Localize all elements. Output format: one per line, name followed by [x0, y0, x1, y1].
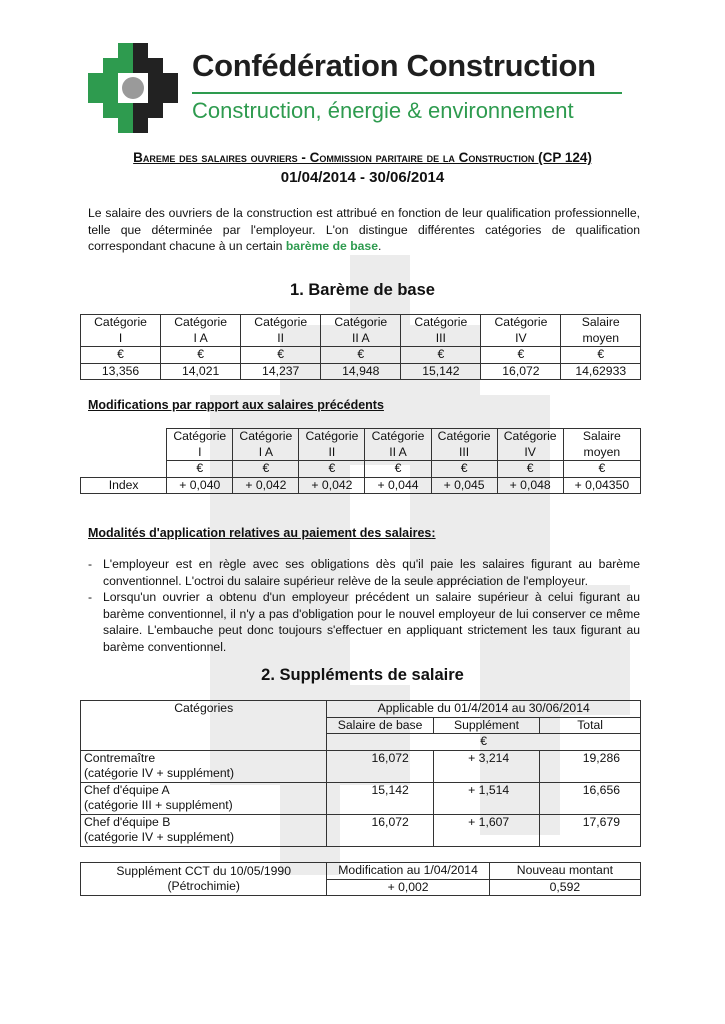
unit-cell: €	[299, 461, 365, 478]
value-cell: + 0,044	[365, 477, 431, 494]
header-cell: Salaire moyen	[561, 315, 641, 347]
unit-cell: €	[321, 347, 401, 364]
base-cell: 16,072	[327, 750, 433, 782]
value-cell: 14,62933	[561, 363, 641, 380]
supplement-header: Supplément	[433, 717, 539, 734]
header-cell: Catégorie II A	[365, 429, 431, 461]
modifications-table	[80, 428, 641, 494]
header-cell: Catégorie I A	[161, 315, 241, 347]
new-amount-header: Nouveau montant	[489, 863, 640, 880]
header-cell: Catégorie II	[299, 429, 365, 461]
unit-cell: €	[401, 347, 481, 364]
header-cell: Salaire moyen	[563, 429, 640, 461]
supplement-cell: + 3,214	[433, 750, 539, 782]
supplement-cell: + 1,514	[433, 782, 539, 814]
table-row	[81, 750, 641, 782]
new-amount-cell: 0,592	[489, 879, 640, 896]
total-header: Total	[540, 717, 641, 734]
brand-divider	[192, 92, 622, 94]
cct-supplement-table	[80, 862, 641, 896]
value-cell: + 0,048	[497, 477, 563, 494]
unit-cell: €	[161, 347, 241, 364]
unit-cell: €	[241, 347, 321, 364]
unit-cell: €	[431, 461, 497, 478]
empty-cell	[81, 461, 167, 478]
confederation-logo-icon	[88, 43, 178, 133]
document-period: 01/04/2014 - 30/06/2014	[280, 169, 445, 186]
base-header: Salaire de base	[327, 717, 433, 734]
value-cell: 14,948	[321, 363, 401, 380]
modification-header: Modification au 1/04/2014	[327, 863, 489, 880]
header-cell: Catégorie I	[81, 315, 161, 347]
header-cell: Catégorie IV	[481, 315, 561, 347]
value-cell: 15,142	[401, 363, 481, 380]
header-cell: Catégorie I	[167, 429, 233, 461]
applicable-header: Applicable du 01/4/2014 au 30/06/2014	[327, 701, 641, 718]
header-cell: Catégorie III	[401, 315, 481, 347]
unit-cell: €	[497, 461, 563, 478]
value-cell: 14,237	[241, 363, 321, 380]
unit-cell: €	[81, 347, 161, 364]
cct-label-cell: Supplément CCT du 10/05/1990 (Pétrochimie)	[81, 863, 327, 896]
header-cell: Catégorie II A	[321, 315, 401, 347]
value-cell: + 0,045	[431, 477, 497, 494]
total-cell: 16,656	[540, 782, 641, 814]
value-cell: 16,072	[481, 363, 561, 380]
value-cell: + 0,042	[299, 477, 365, 494]
list-item-text: L'employeur est en règle avec ses obligations dès qu'il paie les salaires figurant au barème conventionnel. L'octroi du salaire supérieur relève de la seule appréciation de l'employeur.	[103, 557, 640, 588]
table-header-row	[81, 701, 641, 718]
supplements-table	[80, 700, 641, 847]
modification-cell: + 0,002	[327, 879, 489, 896]
total-cell: 19,286	[540, 750, 641, 782]
empty-cell	[81, 429, 167, 461]
brand-name: Confédération Construction	[192, 48, 596, 83]
unit-cell: €	[563, 461, 640, 478]
unit-cell: €	[481, 347, 561, 364]
table-value-row	[81, 363, 641, 380]
base-scale-table	[80, 314, 641, 380]
modalites-heading-colon: :	[431, 526, 436, 540]
unit-cell: €	[327, 734, 641, 751]
section1-heading: 1. Barème de base	[290, 281, 435, 299]
header-cell: Catégorie III	[431, 429, 497, 461]
list-item: - L'employeur est en règle avec ses obligations dès qu'il paie les salaires figurant au barème conventionnel. L'octroi du salaire supérieur relève de la seule appréciation de l'employeur.	[88, 557, 640, 588]
total-cell: 17,679	[540, 814, 641, 846]
header-cell: Catégorie IV	[497, 429, 563, 461]
categories-header: Catégories	[81, 701, 327, 751]
list-item: - Lorsqu'un ouvrier a obtenu d'un employeur précédent un salaire supérieur à celui figurant au barème conventionnel, il n'y a pas d'obligation pour le nouvel employeur de lui conserver ce même salaire. L'embauche peut donc toujours s'effectuer en appliquant strictement les taux figurant au barème conventionnel.	[88, 590, 640, 654]
document-title: Bareme des salaires ouvriers - Commission paritaire de la Construction (CP 124)	[133, 150, 592, 165]
base-cell: 15,142	[327, 782, 433, 814]
unit-cell: €	[167, 461, 233, 478]
intro-text: Le salaire des ouvriers de la construction est attribué en fonction de leur qualification professionnelle, telle que déterminée par l'employeur. L'on distingue différentes catégories de qualification correspondant chacune à un certain	[88, 206, 640, 253]
value-cell: + 0,042	[233, 477, 299, 494]
value-cell: 13,356	[81, 363, 161, 380]
table-index-row	[81, 477, 641, 494]
header-cell: Catégorie I A	[233, 429, 299, 461]
unit-cell: €	[365, 461, 431, 478]
intro-paragraph	[88, 205, 640, 255]
category-cell: Chef d'équipe A (catégorie III + supplément)	[81, 782, 327, 814]
section2-heading: 2. Suppléments de salaire	[261, 666, 464, 684]
modifications-heading: Modifications par rapport aux salaires précédents	[88, 398, 384, 412]
table-row	[81, 814, 641, 846]
header-cell: Catégorie II	[241, 315, 321, 347]
table-unit-row	[81, 347, 641, 364]
brand-tagline: Construction, énergie & environnement	[192, 98, 574, 123]
table-header-row	[81, 429, 641, 461]
intro-highlight: barème de base	[285, 239, 378, 253]
table-header-row	[81, 863, 641, 880]
base-cell: 16,072	[327, 814, 433, 846]
modalites-heading-text: Modalités d'application relatives au paiement des salaires	[88, 526, 432, 540]
table-row	[81, 782, 641, 814]
unit-cell: €	[561, 347, 641, 364]
modalites-list	[88, 556, 640, 655]
value-cell: 14,021	[161, 363, 241, 380]
modalites-heading	[88, 526, 436, 540]
unit-cell: €	[233, 461, 299, 478]
list-item-text: Lorsqu'un ouvrier a obtenu d'un employeur précédent un salaire supérieur à celui figurant au barème conventionnel, il n'y a pas d'obligation pour le nouvel employeur de lui conserver ce même salaire. L'embauche peut donc toujours s'effectuer en appliquant strictement les taux figurant au barème conventionnel.	[103, 590, 640, 654]
table-header-row	[81, 315, 641, 347]
table-unit-row	[81, 461, 641, 478]
value-cell: + 0,040	[167, 477, 233, 494]
category-cell: Contremaître (catégorie IV + supplément)	[81, 750, 327, 782]
value-cell: + 0,04350	[563, 477, 640, 494]
category-cell: Chef d'équipe B (catégorie IV + supplément)	[81, 814, 327, 846]
supplement-cell: + 1,607	[433, 814, 539, 846]
intro-end: .	[377, 239, 382, 253]
row-label: Index	[81, 477, 167, 494]
